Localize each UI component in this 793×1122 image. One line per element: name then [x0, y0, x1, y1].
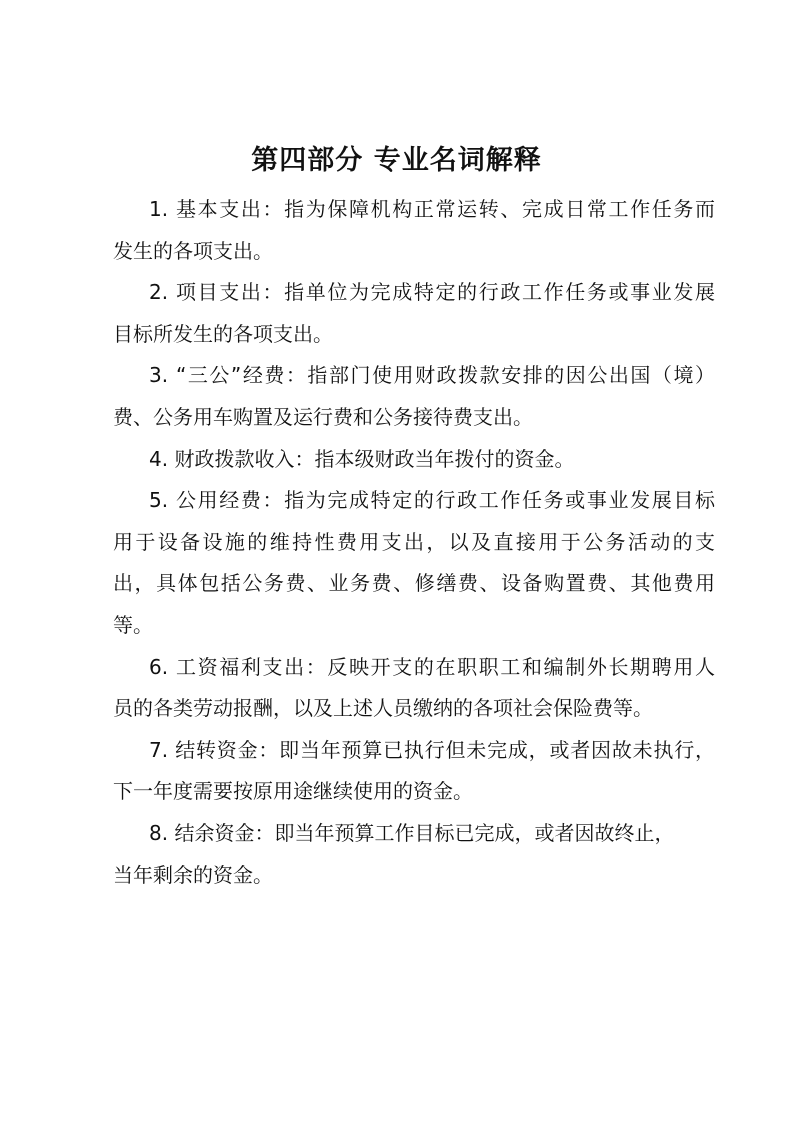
page-title: 第四部分 专业名词解释: [251, 145, 542, 176]
definition-paragraph: [113, 480, 715, 646]
definition-term-line: 1. 基本支出：指为保障机构正常运转、完成日常工作任务而: [149, 197, 715, 221]
definition-continuation-line: 用于设备设施的维持性费用支出，以及直接用于公务活动的支: [113, 529, 715, 554]
definition-continuation-line: 发生的各项支出。: [113, 238, 273, 263]
definition-term-line: 7. 结转资金：即当年预算已执行但未完成，或者因故未执行，: [149, 737, 715, 762]
definition-paragraph: [113, 813, 715, 896]
definition-term-line: 5. 公用经费：指为完成特定的行政工作任务或事业发展目标: [149, 488, 715, 513]
definition-continuation-line: 出，具体包括公务费、业务费、修缮费、设备购置费、其他费用: [113, 571, 715, 596]
definition-term-line: 3. “三公”经费：指部门使用财政拨款安排的因公出国（境）: [149, 363, 715, 388]
definition-continuation-line: 目标所发生的各项支出。: [113, 321, 333, 346]
definition-paragraph: [113, 730, 715, 813]
definition-paragraph: [113, 439, 715, 481]
definition-continuation-line: 费、公务用车购置及运行费和公务接待费支出。: [113, 404, 533, 429]
definition-paragraph: [113, 647, 715, 730]
definition-paragraph: [113, 189, 715, 272]
definition-paragraph: [113, 272, 715, 355]
definition-term-line: 6. 工资福利支出：反映开支的在职职工和编制外长期聘用人: [149, 654, 715, 679]
definition-term-line: 8. 结余资金：即当年预算工作目标已完成，或者因故终止，: [149, 820, 675, 845]
definition-continuation-line: 员的各类劳动报酬，以及上述人员缴纳的各项社会保险费等。: [113, 696, 653, 721]
definition-paragraph: [113, 355, 715, 438]
definitions-body: [113, 189, 715, 896]
definition-term-line: 2. 项目支出：指单位为完成特定的行政工作任务或事业发展: [149, 280, 715, 305]
definition-continuation-line: 当年剩余的资金。: [113, 862, 273, 887]
definition-term-line: 4. 财政拨款收入：指本级财政当年拨付的资金。: [149, 446, 575, 471]
definition-continuation-line: 等。: [113, 612, 153, 637]
definition-continuation-line: 下一年度需要按原用途继续使用的资金。: [113, 779, 473, 804]
